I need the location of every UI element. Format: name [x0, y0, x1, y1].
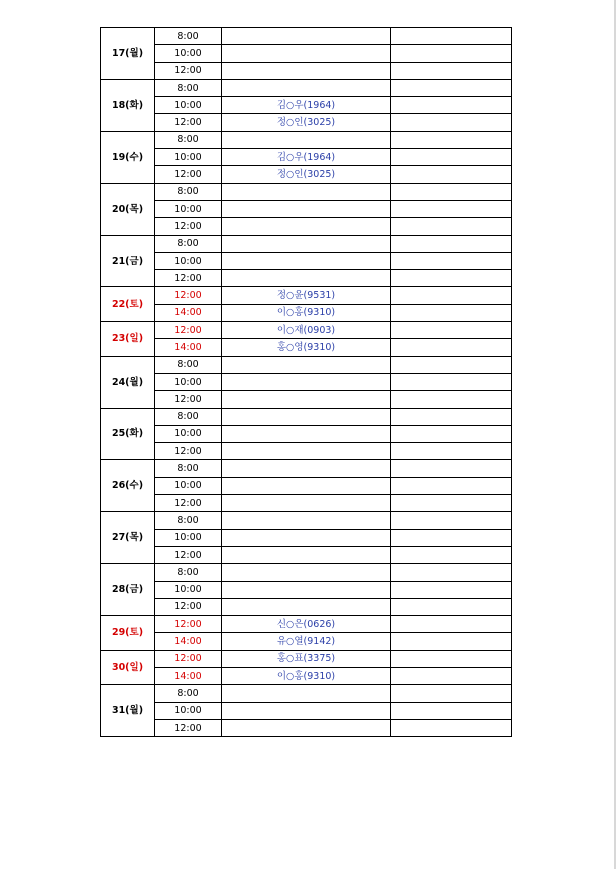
notes-cell	[391, 616, 512, 633]
notes-cell	[391, 650, 512, 667]
time-cell: 12:00	[155, 62, 222, 79]
assignee-cell: 정○윤(9531)	[222, 287, 391, 304]
time-cell: 14:00	[155, 304, 222, 321]
assignee-cell: 정○인(3025)	[222, 166, 391, 183]
date-cell: 22(토)	[101, 287, 155, 322]
time-cell: 10:00	[155, 529, 222, 546]
time-cell: 8:00	[155, 183, 222, 200]
time-cell: 8:00	[155, 356, 222, 373]
assignee-cell	[222, 218, 391, 235]
assignee-cell	[222, 529, 391, 546]
assignee-cell	[222, 581, 391, 598]
date-cell: 21(금)	[101, 235, 155, 287]
schedule-row	[101, 702, 512, 719]
time-cell: 14:00	[155, 633, 222, 650]
time-cell: 12:00	[155, 322, 222, 339]
schedule-table	[100, 27, 512, 737]
time-cell: 8:00	[155, 408, 222, 425]
notes-cell	[391, 287, 512, 304]
notes-cell	[391, 252, 512, 269]
notes-cell	[391, 322, 512, 339]
assignee-cell	[222, 425, 391, 442]
notes-cell	[391, 356, 512, 373]
time-cell: 8:00	[155, 235, 222, 252]
date-cell: 26(수)	[101, 460, 155, 512]
notes-cell	[391, 218, 512, 235]
notes-cell	[391, 339, 512, 356]
schedule-row	[101, 166, 512, 183]
schedule-row	[101, 495, 512, 512]
notes-cell	[391, 425, 512, 442]
time-cell: 12:00	[155, 166, 222, 183]
notes-cell	[391, 149, 512, 166]
date-cell: 23(일)	[101, 322, 155, 357]
date-cell: 19(수)	[101, 131, 155, 183]
schedule-row	[101, 546, 512, 563]
notes-cell	[391, 97, 512, 114]
notes-cell	[391, 45, 512, 62]
date-cell: 17(월)	[101, 28, 155, 80]
notes-cell	[391, 633, 512, 650]
time-cell: 10:00	[155, 702, 222, 719]
schedule-row	[101, 287, 512, 304]
assignee-cell: 홍○표(3375)	[222, 650, 391, 667]
time-cell: 10:00	[155, 200, 222, 217]
schedule-row	[101, 373, 512, 390]
assignee-cell	[222, 702, 391, 719]
time-cell: 10:00	[155, 149, 222, 166]
time-cell: 10:00	[155, 373, 222, 390]
assignee-cell	[222, 495, 391, 512]
time-cell: 12:00	[155, 218, 222, 235]
schedule-row	[101, 529, 512, 546]
time-cell: 14:00	[155, 667, 222, 684]
notes-cell	[391, 564, 512, 581]
schedule-row	[101, 218, 512, 235]
time-cell: 8:00	[155, 79, 222, 96]
time-cell: 8:00	[155, 685, 222, 702]
time-cell: 12:00	[155, 114, 222, 131]
notes-cell	[391, 546, 512, 563]
assignee-cell: 홍○영(9310)	[222, 339, 391, 356]
notes-cell	[391, 443, 512, 460]
schedule-row	[101, 512, 512, 529]
notes-cell	[391, 702, 512, 719]
schedule-row	[101, 633, 512, 650]
schedule-row	[101, 304, 512, 321]
assignee-cell	[222, 512, 391, 529]
notes-cell	[391, 131, 512, 148]
time-cell: 10:00	[155, 477, 222, 494]
assignee-cell: 정○인(3025)	[222, 114, 391, 131]
notes-cell	[391, 477, 512, 494]
notes-cell	[391, 270, 512, 287]
time-cell: 14:00	[155, 339, 222, 356]
schedule-row	[101, 581, 512, 598]
assignee-cell	[222, 546, 391, 563]
date-cell: 25(화)	[101, 408, 155, 460]
schedule-row	[101, 356, 512, 373]
time-cell: 12:00	[155, 650, 222, 667]
time-cell: 8:00	[155, 131, 222, 148]
notes-cell	[391, 235, 512, 252]
notes-cell	[391, 598, 512, 615]
notes-cell	[391, 183, 512, 200]
schedule-row	[101, 685, 512, 702]
assignee-cell	[222, 685, 391, 702]
time-cell: 12:00	[155, 616, 222, 633]
notes-cell	[391, 79, 512, 96]
time-cell: 10:00	[155, 252, 222, 269]
notes-cell	[391, 373, 512, 390]
assignee-cell	[222, 131, 391, 148]
notes-cell	[391, 114, 512, 131]
schedule-row	[101, 408, 512, 425]
time-cell: 8:00	[155, 564, 222, 581]
schedule-body	[101, 28, 512, 737]
notes-cell	[391, 667, 512, 684]
time-cell: 12:00	[155, 270, 222, 287]
assignee-cell	[222, 373, 391, 390]
notes-cell	[391, 62, 512, 79]
time-cell: 12:00	[155, 287, 222, 304]
schedule-row	[101, 97, 512, 114]
date-cell: 28(금)	[101, 564, 155, 616]
date-cell: 20(목)	[101, 183, 155, 235]
schedule-row	[101, 443, 512, 460]
notes-cell	[391, 391, 512, 408]
schedule-row	[101, 62, 512, 79]
notes-cell	[391, 460, 512, 477]
schedule-row	[101, 79, 512, 96]
schedule-row	[101, 114, 512, 131]
assignee-cell: 이○재(0903)	[222, 322, 391, 339]
date-cell: 31(월)	[101, 685, 155, 737]
schedule-row	[101, 322, 512, 339]
time-cell: 12:00	[155, 546, 222, 563]
assignee-cell	[222, 62, 391, 79]
time-cell: 10:00	[155, 97, 222, 114]
assignee-cell	[222, 356, 391, 373]
time-cell: 10:00	[155, 425, 222, 442]
notes-cell	[391, 166, 512, 183]
date-cell: 18(화)	[101, 79, 155, 131]
assignee-cell	[222, 200, 391, 217]
time-cell: 8:00	[155, 512, 222, 529]
schedule-row	[101, 45, 512, 62]
date-cell: 24(월)	[101, 356, 155, 408]
time-cell: 12:00	[155, 719, 222, 736]
schedule-row	[101, 149, 512, 166]
time-cell: 8:00	[155, 460, 222, 477]
notes-cell	[391, 495, 512, 512]
assignee-cell: 김○우(1964)	[222, 149, 391, 166]
notes-cell	[391, 200, 512, 217]
notes-cell	[391, 304, 512, 321]
schedule-row	[101, 391, 512, 408]
schedule-row	[101, 131, 512, 148]
schedule-row	[101, 564, 512, 581]
assignee-cell	[222, 252, 391, 269]
time-cell: 10:00	[155, 45, 222, 62]
assignee-cell: 유○열(9142)	[222, 633, 391, 650]
schedule-row	[101, 616, 512, 633]
date-cell: 30(일)	[101, 650, 155, 685]
schedule-row	[101, 598, 512, 615]
time-cell: 12:00	[155, 391, 222, 408]
assignee-cell: 김○우(1964)	[222, 97, 391, 114]
schedule-row	[101, 667, 512, 684]
schedule-row	[101, 460, 512, 477]
schedule-row	[101, 339, 512, 356]
schedule-row	[101, 719, 512, 736]
notes-cell	[391, 28, 512, 45]
time-cell: 12:00	[155, 598, 222, 615]
time-cell: 12:00	[155, 443, 222, 460]
assignee-cell	[222, 391, 391, 408]
assignee-cell	[222, 443, 391, 460]
assignee-cell	[222, 408, 391, 425]
schedule-row	[101, 235, 512, 252]
assignee-cell: 이○홍(9310)	[222, 667, 391, 684]
assignee-cell: 신○은(0626)	[222, 616, 391, 633]
schedule-row	[101, 477, 512, 494]
assignee-cell	[222, 564, 391, 581]
schedule-row	[101, 425, 512, 442]
time-cell: 10:00	[155, 581, 222, 598]
date-cell: 29(토)	[101, 616, 155, 651]
schedule-row	[101, 28, 512, 45]
time-cell: 12:00	[155, 495, 222, 512]
schedule-row	[101, 200, 512, 217]
notes-cell	[391, 529, 512, 546]
schedule-row	[101, 270, 512, 287]
assignee-cell	[222, 598, 391, 615]
assignee-cell	[222, 79, 391, 96]
notes-cell	[391, 512, 512, 529]
schedule-row	[101, 252, 512, 269]
schedule-row	[101, 183, 512, 200]
assignee-cell	[222, 719, 391, 736]
assignee-cell	[222, 28, 391, 45]
assignee-cell	[222, 45, 391, 62]
assignee-cell: 이○홍(9310)	[222, 304, 391, 321]
schedule-row	[101, 650, 512, 667]
date-cell: 27(목)	[101, 512, 155, 564]
assignee-cell	[222, 460, 391, 477]
assignee-cell	[222, 477, 391, 494]
notes-cell	[391, 719, 512, 736]
notes-cell	[391, 685, 512, 702]
time-cell: 8:00	[155, 28, 222, 45]
notes-cell	[391, 581, 512, 598]
assignee-cell	[222, 183, 391, 200]
assignee-cell	[222, 235, 391, 252]
assignee-cell	[222, 270, 391, 287]
notes-cell	[391, 408, 512, 425]
